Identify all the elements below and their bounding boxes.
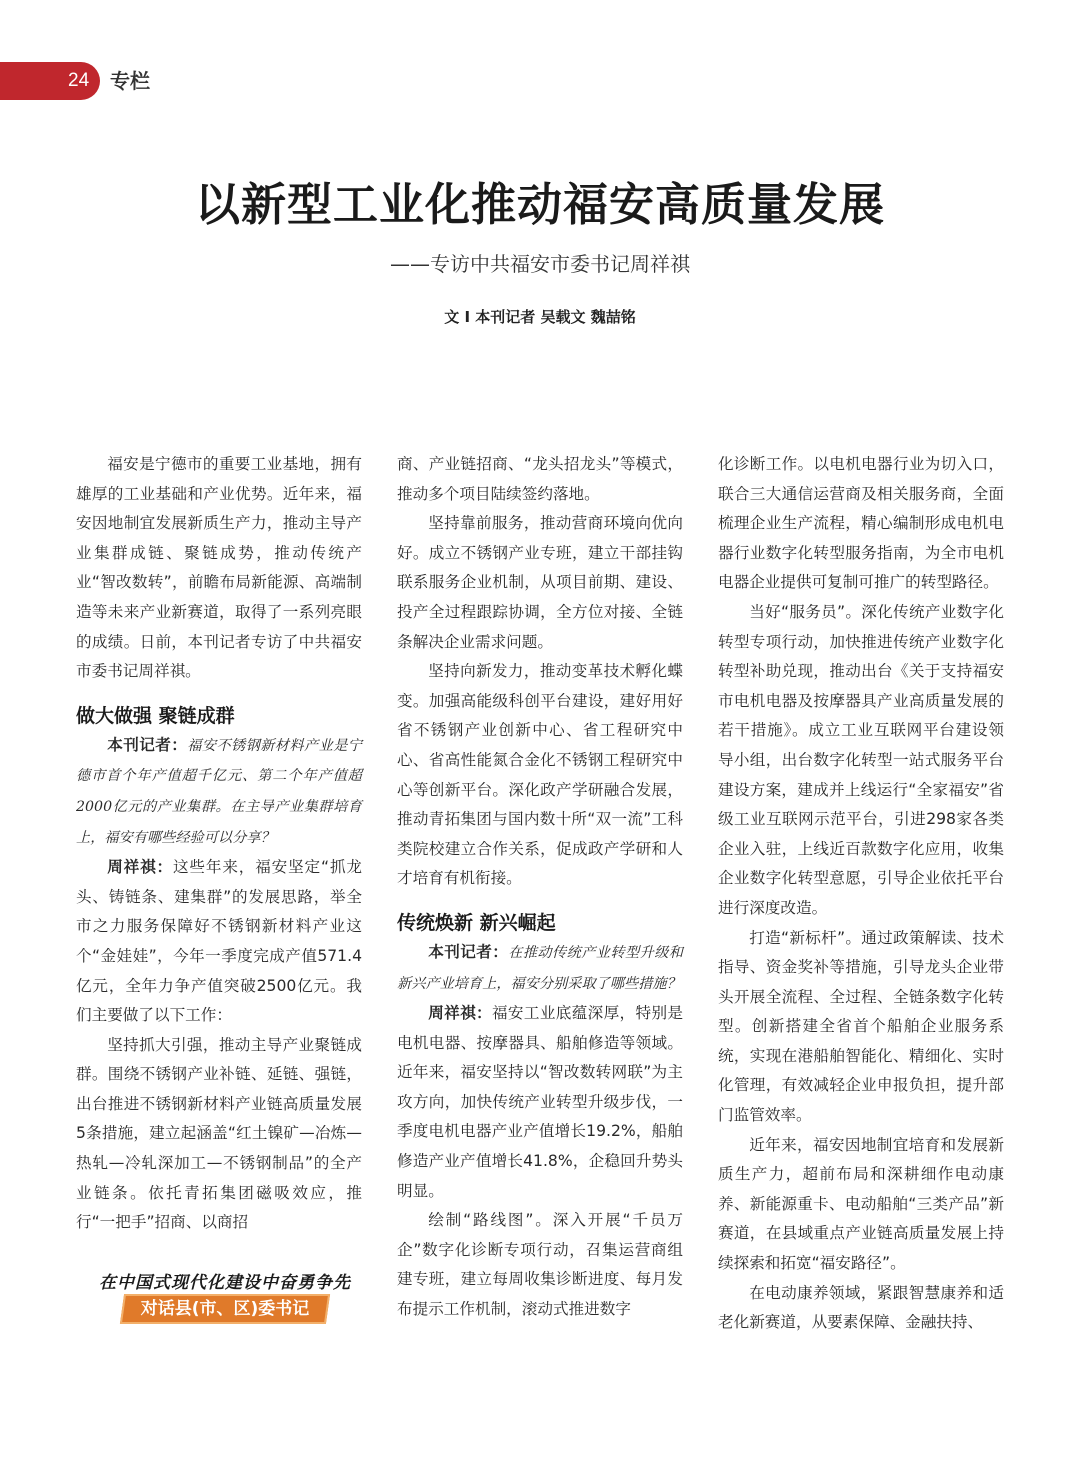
answer-text: 福安工业底蕴深厚，特别是电机电器、按摩器具、船舶修造等领域。近年来，福安坚持以“智改数转网联”为主攻方向，加快传统产业转型升级步伐，一季度电机电器产业产值增长19.2%，船舶修造产业产值增长41.8%，企稳回升势头明显。 bbox=[397, 1004, 683, 1200]
section-label: 专栏 bbox=[110, 69, 150, 93]
text-column-2 bbox=[397, 450, 683, 1325]
paragraph: 坚持抓大引强，推动主导产业聚链成群。围绕不锈钢产业补链、延链、强链，出台推进不锈钢新材料产业链高质量发展5条措施，建立起涵盖“红土镍矿—冶炼—热轧—冷轧深加工—不锈钢制品”的全产业链条。依托青拓集团磁吸效应，推行“一把手”招商、以商招 bbox=[76, 1035, 362, 1232]
paragraph: 当好“服务员”。深化传统产业数字化转型专项行动，加快推进传统产业数字化转型补助兑现，推动出台《关于支持福安市电机电器及按摩器具产业高质量发展的若干措施》。成立工业互联网平台建设领导小组，出台数字化转型一站式服务平台建设方案，建成并上线运行“全家福安”省级工业互联网示范平台，引进298家各类企业入驻，上线近百款数字化应用，收集企业数字化转型意愿，引导企业依托平台进行深度改造。 bbox=[718, 602, 1004, 917]
paragraph: 在电动康养领域，紧跟智慧康养和适老化新赛道，从要素保障、金融扶持、 bbox=[718, 1283, 1004, 1332]
paragraph: 打造“新标杆”。通过政策解读、技术指导、资金奖补等措施，引导龙头企业带头开展全流程、全过程、全链条数字化转型。创新搭建全省首个船舶企业服务系统，实现在港船舶智能化、精细化、实时化管理，有效减轻企业申报负担，提升部门监管效率。 bbox=[718, 928, 1004, 1125]
answer-paragraph bbox=[397, 999, 683, 1206]
article-byline: 文 I 本刊记者 吴载文 魏喆铭 bbox=[444, 308, 636, 326]
paragraph: 化诊断工作。以电机电器行业为切入口，联合三大通信运营商及相关服务商，全面梳理企业生产流程，精心编制形成电机电器行业数字化转型服务指南，为全市电机电器企业提供可复制可推广的转型路径。 bbox=[718, 455, 1004, 592]
paragraph: 福安是宁德市的重要工业基地，拥有雄厚的工业基础和产业优势。近年来，福安因地制宜发展新质生产力，推动主导产业集群成链、聚链成势，推动传统产业“智改数转”，前瞻布局新能源、高端制造等未来产业新赛道，取得了一系列亮眼的成绩。日前，本刊记者专访了中共福安市委书记周祥祺。 bbox=[76, 455, 362, 681]
paragraph: 绘制“路线图”。深入开展“千员万企”数字化诊断专项行动，召集运营商组建专班，建立每周收集诊断进度、每月发布提示工作机制，滚动式推进数字 bbox=[397, 1211, 683, 1319]
paragraph: 近年来，福安因地制宜培育和发展新质生产力，超前布局和深耕细作电动康养、新能源重卡、电动船舶“三类产品”新赛道，在县域重点产业链高质量发展上持续探索和拓宽“福安路径”。 bbox=[718, 1135, 1004, 1273]
text-column-3 bbox=[718, 450, 1004, 1338]
speaker-label: 本刊记者： bbox=[107, 735, 188, 754]
paragraph: 商、产业链招商、“龙头招龙头”等模式，推动多个项目陆续签约落地。 bbox=[397, 455, 683, 503]
speaker-label: 周祥祺： bbox=[428, 1004, 492, 1023]
banner-series-title: 对话县(市、区)委书记 bbox=[140, 1299, 310, 1319]
answer-paragraph bbox=[76, 853, 362, 1031]
paragraph: 坚持靠前服务，推动营商环境向优向好。成立不锈钢产业专班，建立干部挂钩联系服务企业机制，从项目前期、建设、投产全过程跟踪协调，全方位对接、全链条解决企业需求问题。 bbox=[397, 514, 683, 651]
section-heading: 传统焕新 新兴崛起 bbox=[397, 911, 556, 934]
page-number: 24 bbox=[68, 70, 90, 91]
question-paragraph bbox=[397, 938, 683, 999]
column-banner bbox=[86, 1268, 364, 1332]
paragraph: 坚持向新发力，推动变革技术孵化蝶变。加强高能级科创平台建设，建好用好省不锈钢产业创新中心、省工程研究中心、省高性能氮合金化不锈钢工程研究中心等创新平台。深化政产学研融合发展，推动青拓集团与国内数十所“双一流”工科类院校建立合作关系，促成政产学研和人才培育有机衔接。 bbox=[397, 662, 683, 888]
text-column-1 bbox=[76, 450, 362, 1238]
article-title: 以新型工业化推动福安高质量发展 bbox=[194, 178, 885, 231]
section-heading: 做大做强 聚链成群 bbox=[76, 704, 235, 727]
question-text: 福安不锈钢新材料产业是宁德市首个年产值超千亿元、第二个年产值超2000亿元的产业集群。在主导产业集群培育上，福安有哪些经验可以分享？ bbox=[76, 737, 362, 846]
banner-slogan: 在中国式现代化建设中奋勇争先 bbox=[99, 1273, 351, 1293]
speaker-label: 本刊记者： bbox=[428, 942, 509, 961]
answer-text: 这些年来，福安坚定“抓龙头、铸链条、建集群”的发展思路，举全市之力服务保障好不锈钢新材料产业这个“金娃娃”，今年一季度完成产值571.4亿元，全年力争产值突破2500亿元。我们主要做了以下工作： bbox=[76, 858, 362, 1025]
question-paragraph bbox=[76, 731, 362, 853]
question-text: 在推动传统产业转型升级和新兴产业培育上，福安分别采取了哪些措施？ bbox=[397, 944, 683, 992]
speaker-label: 周祥祺： bbox=[107, 858, 173, 877]
article-subtitle: ——专访中共福安市委书记周祥祺 bbox=[390, 252, 690, 276]
